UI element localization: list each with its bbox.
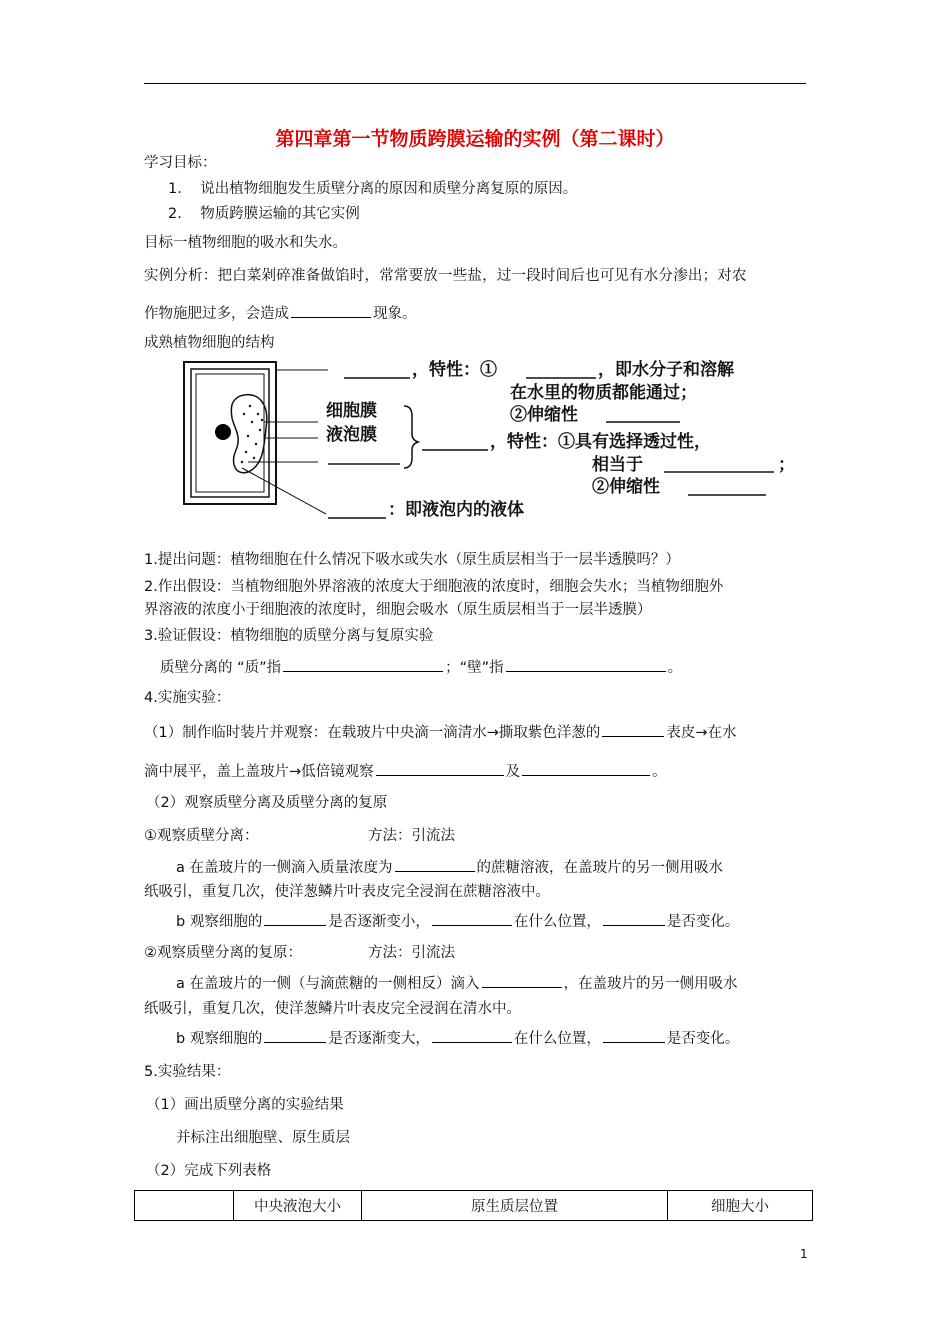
diagram-row5: 相当于	[592, 455, 643, 475]
obs2-a-line-2: 纸吸引，重复几次，使洋葱鳞片叶表皮完全浸润在清水中。	[144, 1001, 521, 1017]
table-header-cell-size: 细胞大小	[668, 1191, 813, 1221]
diagram-row7: ：即液泡内的液体	[388, 500, 524, 520]
table-header-vacuole: 中央液泡大小	[234, 1191, 362, 1221]
result-table	[134, 1190, 813, 1221]
q4-1-line-1-b: 表皮→在水	[666, 725, 737, 741]
obs2-method: 方法：引流法	[368, 945, 455, 961]
label-cell-membrane: 细胞膜	[326, 401, 377, 421]
obs1-a-line-1-b: 的蔗糖溶液，在盖玻片的另一侧用吸水	[476, 860, 723, 876]
page-title: 第四章第一节物质跨膜运输的实例（第二课时）	[275, 128, 675, 150]
diagram-row3: ②伸缩性	[510, 405, 578, 425]
page-number: 1	[800, 1247, 808, 1261]
diagram-row1-b: ，即水分子和溶解	[598, 360, 734, 380]
nucleus	[215, 424, 231, 440]
obs1-b	[176, 911, 739, 932]
q2-line-2: 界溶液的浓度小于细胞液的浓度时，细胞会吸水（原生质层相当于一层半透膜）	[144, 602, 652, 618]
table-header-row	[135, 1191, 813, 1221]
q3-sub-a: 质壁分离的 “质”指	[160, 660, 282, 676]
objective-2-text: 物质跨膜运输的其它实例	[200, 206, 360, 222]
obs2-a-line-1-a: a 在盖玻片的一侧（与滴蔗糖的一侧相反）滴入	[176, 976, 480, 992]
blank-obs2-2[interactable]	[432, 1028, 512, 1043]
diagram-row5-end: ；	[778, 455, 795, 475]
q4-heading: 4.实施实验：	[144, 690, 231, 706]
obs2-b-c: 在什么位置，	[513, 1031, 601, 1047]
obs1-b-b: 是否逐渐变小，	[328, 914, 430, 930]
objective-1-text: 说出植物细胞发生质壁分离的原因和质壁分离复原的原因。	[200, 181, 578, 197]
obs1-heading: ①观察质壁分离：	[144, 828, 259, 844]
objective-2-num: 2.	[168, 206, 182, 222]
blank-concentration[interactable]	[395, 857, 475, 872]
diagram-row2: 在水里的物质都能通过；	[510, 383, 697, 403]
obs2-a-line-1	[176, 973, 738, 994]
obs2-heading: ②观察质壁分离的复原：	[144, 945, 302, 961]
blank-obs1-2[interactable]	[432, 911, 512, 926]
obs1-b-c: 在什么位置，	[513, 914, 601, 930]
structure-heading: 成熟植物细胞的结构	[144, 335, 275, 351]
objective-2	[168, 204, 360, 224]
blank-obs1-3[interactable]	[603, 911, 665, 926]
obs2-b-a: b 观察细胞的	[176, 1031, 263, 1047]
label-vacuole-membrane: 液泡膜	[326, 425, 377, 445]
q3-verify: 3.验证假设：植物细胞的质壁分离与复原实验	[144, 628, 434, 644]
blank-zhi[interactable]	[283, 657, 443, 672]
obs1-a-line-1-a: a 在盖玻片的一侧滴入质量浓度为	[176, 860, 393, 876]
example-line-2-a: 作物施肥过多，会造成	[144, 306, 289, 322]
q5-2: （2）完成下列表格	[146, 1163, 272, 1179]
q5-1-sub: 并标注出细胞壁、原生质层	[176, 1130, 350, 1146]
header-rule	[144, 83, 806, 84]
brace	[404, 406, 418, 468]
example-line-2	[144, 303, 417, 324]
table-header-blank[interactable]	[135, 1191, 234, 1221]
q4-1-line-1	[144, 722, 737, 743]
q2-line-1: 2.作出假设：当植物细胞外界溶液的浓度大于细胞液的浓度时，细胞会失水；当植物细胞外	[144, 579, 724, 595]
obs1-a-line-1	[176, 857, 723, 878]
vacuole-dots	[241, 405, 263, 463]
q5-1: （1）画出质壁分离的实验结果	[146, 1097, 344, 1113]
blank-bi[interactable]	[506, 657, 666, 672]
obs2-b-b: 是否逐渐变大，	[328, 1031, 430, 1047]
diagram-row1-a: ，特性：①	[412, 360, 497, 380]
example-line-2-b: 现象。	[373, 306, 417, 322]
obs1-b-d: 是否变化。	[666, 914, 740, 930]
blank-obs1-1[interactable]	[264, 911, 326, 926]
diagram-row6: ②伸缩性	[592, 477, 660, 497]
blank-observe-1[interactable]	[376, 761, 504, 776]
obs1-b-a: b 观察细胞的	[176, 914, 263, 930]
q3-sub	[160, 657, 682, 678]
q4-1-line-1-a: （1）制作临时装片并观察：在载玻片中央滴一滴清水→撕取紫色洋葱的	[144, 725, 601, 741]
obs2-b	[176, 1028, 739, 1049]
goal-1: 目标一植物细胞的吸水和失水。	[144, 235, 347, 251]
pointer-line-5	[242, 468, 326, 514]
blank-obs2-3[interactable]	[603, 1028, 665, 1043]
q4-1-line-2	[144, 761, 667, 782]
cell-structure-diagram	[178, 358, 814, 524]
cell-diagram-svg	[178, 358, 814, 524]
diagram-row4-a: ，特性：①具有选择透过性，	[490, 432, 711, 452]
obs2-b-d: 是否变化。	[666, 1031, 740, 1047]
table-header-protoplast: 原生质层位置	[362, 1191, 668, 1221]
obs1-method: 方法：引流法	[368, 828, 455, 844]
q4-1-line-2-b: 及	[505, 764, 521, 780]
obs1-a-line-2: 纸吸引，重复几次，使洋葱鳞片叶表皮完全浸润在蔗糖溶液中。	[144, 884, 550, 900]
objective-1	[168, 179, 577, 199]
obs2-a-line-1-b: ，在盖玻片的另一侧用吸水	[563, 976, 738, 992]
blank-epidermis[interactable]	[602, 722, 664, 737]
blank-water[interactable]	[482, 973, 562, 988]
example-line-1: 实例分析：把白菜剁碎准备做馅时，常常要放一些盐，过一段时间后也可见有水分渗出；对农	[144, 268, 747, 284]
blank-obs2-1[interactable]	[264, 1028, 326, 1043]
blank-phenomenon[interactable]	[291, 303, 371, 318]
q4-1-line-2-c: 。	[652, 764, 667, 780]
q4-1-line-2-a: 滴中展平，盖上盖玻片→低倍镜观察	[144, 764, 374, 780]
objectives-heading: 学习目标：	[144, 155, 217, 171]
q4-2-heading: （2）观察质壁分离及质壁分离的复原	[146, 795, 388, 811]
q3-sub-b: ；“壁”指	[445, 660, 504, 676]
objective-1-num: 1.	[168, 181, 182, 197]
q1-question: 1.提出问题：植物细胞在什么情况下吸水或失水（原生质层相当于一层半透膜吗？）	[144, 552, 680, 568]
q3-sub-c: 。	[667, 660, 683, 676]
blank-observe-2[interactable]	[522, 761, 650, 776]
q5-heading: 5.实验结果：	[144, 1064, 231, 1080]
